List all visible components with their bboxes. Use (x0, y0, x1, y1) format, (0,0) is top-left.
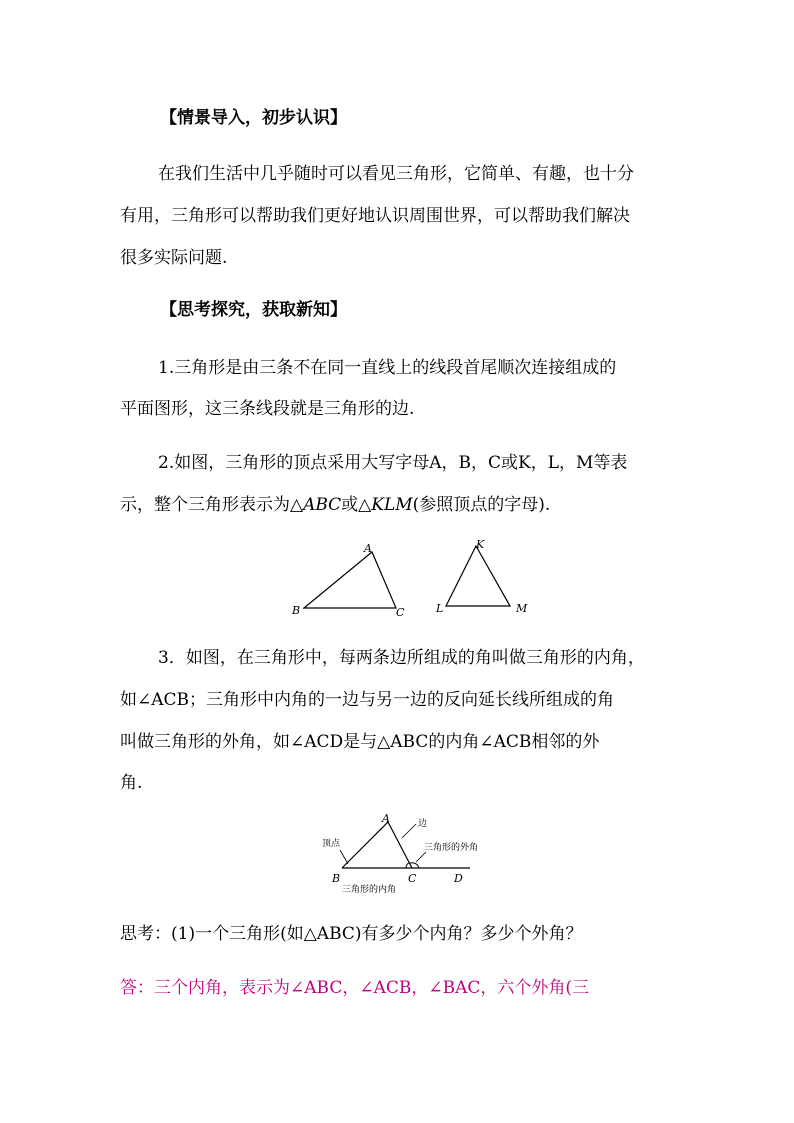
think-question: 思考：(1)一个三角形(如△ABC)有多少个内角？多少个外角？ (120, 924, 583, 944)
label-d: D (454, 872, 463, 885)
point3-line-3: 叫做三角形的外角，如∠ACD是与△ABC的内角∠ACB相邻的外 (120, 732, 600, 752)
point2-klm: KLM (371, 495, 413, 515)
intro-line-3: 很多实际问题. (120, 248, 228, 268)
label-c: C (396, 606, 405, 619)
exterior-pointer (416, 852, 426, 862)
point1-line-1: 1.三角形是由三条不在同一直线上的线段首尾顺次连接组成的 (158, 358, 617, 378)
point2-abc: ABC (303, 495, 342, 515)
point3-line-2: 如∠ACB；三角形中内角的一边与另一边的反向延长线所组成的角 (120, 690, 615, 710)
point3-line-1: 3．如图，在三角形中，每两条边所组成的角叫做三角形的内角， (158, 648, 645, 668)
side-ba (342, 822, 388, 868)
point2-line-1: 2.如图，三角形的顶点采用大写字母A，B，C或K，L，M等表 (158, 453, 628, 473)
angles-figure (318, 810, 528, 896)
point2-text-b: 或△ (341, 495, 372, 515)
label-a: A (364, 542, 372, 555)
point3-line-4: 角. (120, 773, 143, 793)
point2-text-a: 示，整个三角形表示为△ (120, 495, 304, 515)
label-a: A (382, 812, 390, 825)
label-side: 边 (418, 819, 428, 829)
think-answer: 答：三个内角，表示为∠ABC，∠ACB，∠BAC，六个外角(三 (120, 978, 590, 998)
label-interior: 三角形的内角 (342, 885, 397, 895)
label-l: L (436, 602, 444, 615)
point2-line-2 (120, 493, 550, 517)
intro-line-1: 在我们生活中几乎随时可以看见三角形，它简单、有趣，也十分 (158, 164, 634, 184)
label-b: B (292, 604, 301, 617)
label-m: M (516, 602, 528, 615)
side-ac (388, 822, 412, 868)
intro-line-2: 有用，三角形可以帮助我们更好地认识周围世界，可以帮助我们解决 (120, 206, 630, 226)
vertex-pointer (340, 850, 348, 864)
triangle-klm (446, 546, 510, 606)
label-exterior: 三角形的外角 (424, 843, 479, 853)
side-pointer (402, 824, 416, 838)
label-k: K (476, 538, 485, 551)
section-heading-explore: 【思考探究，获取新知】 (160, 300, 347, 320)
label-vertex: 顶点 (322, 839, 341, 849)
triangle-abc (304, 552, 396, 608)
interior-angle-arc (406, 863, 409, 868)
triangles-figure (280, 536, 540, 622)
label-b: B (332, 872, 341, 885)
point2-text-c: (参照顶点的字母). (412, 495, 551, 515)
section-heading-intro: 【情景导入，初步认识】 (160, 108, 347, 128)
label-c: C (408, 872, 417, 885)
point1-line-2: 平面图形，这三条线段就是三角形的边. (120, 399, 415, 419)
